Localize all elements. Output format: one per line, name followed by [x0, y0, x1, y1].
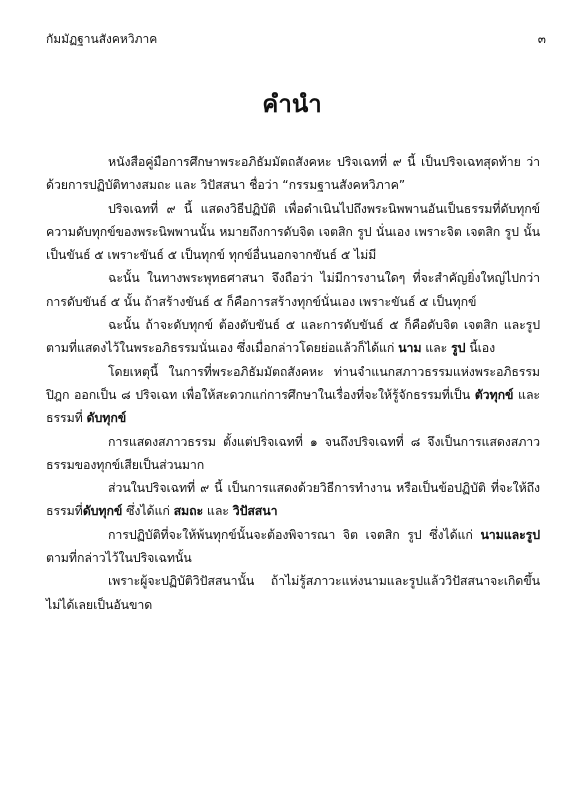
bold-term: นาม — [398, 340, 422, 356]
bold-term: วิปัสสนา — [232, 503, 278, 519]
text-run: หนังสือคู่มือการศึกษาพระอภิธัมมัตถสังคหะ ปริจเฉทที่ ๙ นี้ เป็นปริจเฉทสุดท้าย ว่าด้วยการปฏิบัติทางสมถะ และ วิปัสสนา ชื่อว่า “กรรมฐานสังคหวิภาค” — [46, 154, 540, 193]
page-title: คำนำ — [262, 90, 322, 118]
paragraph — [46, 313, 540, 360]
text-run: โดยเหตุนี้ ในการที่พระอภิธัมมัตถสังคหะ ท่านจำแนกสภาวธรรมแห่งพระอภิธรรมปิฎก ออกเป็น ๘ ปริจเฉท เพื่อให้สะดวกแก่การศึกษาในเรื่องที่จะให้รู้จักธรรมที่เป็น — [46, 363, 540, 402]
text-run: ซึ่งได้แก่ — [122, 503, 174, 519]
bold-term: ดับทุกข์ — [82, 503, 123, 519]
text-run: ส่วนในปริจเฉทที่ ๙ นี้ เป็นการแสดงด้วยวิธีการทำงาน หรือเป็นข้อปฏิบัติ ที่จะให้ถึงธรรมที่ — [46, 480, 540, 519]
paragraph — [46, 430, 540, 477]
paragraph — [46, 266, 540, 313]
page-number: ๓ — [537, 32, 546, 46]
paragraph — [46, 569, 540, 616]
bold-term: ตัวทุกข์ — [474, 386, 514, 402]
body-text — [46, 150, 540, 616]
text-run: และ — [421, 340, 452, 356]
text-run: การปฏิบัติที่จะให้พ้นทุกข์นั้นจะต้องพิจารณา จิต เจตสิก รูป ซึ่งได้แก่ — [108, 526, 481, 542]
paragraph — [46, 197, 540, 267]
text-run: นี้เอง — [465, 340, 496, 356]
text-run: และธรรมที่ — [46, 386, 540, 426]
paragraph — [46, 360, 540, 430]
text-run: ฉะนั้น ถ้าจะดับทุกข์ ต้องดับขันธ์ ๕ และการดับขันธ์ ๕ ก็คือดับจิต เจตสิก และรูป ตามที่แสดงไว้ในพระอภิธรรมนั่นเอง ซึ่งเมื่อกล่าวโดยย่อแล้วก็ได้แก่ — [46, 317, 540, 356]
text-run: ปริจเฉทที่ ๙ นี้ แสดงวิธีปฏิบัติ เพื่อดำเนินไปถึงพระนิพพานอันเป็นธรรมที่ดับทุกข์ ความดับทุกข์ของพระนิพพานนั้น หมายถึงการดับจิต เจตสิก รูป นั่นเอง เพราะจิต เจตสิก รูป นั้น เป็นขันธ์ ๕ เพราะขันธ์ ๕ เป็นทุกข์ ทุกข์อื่นนอกจากขันธ์ ๕ ไม่มี — [46, 200, 540, 263]
bold-term: นามและรูป — [480, 526, 540, 542]
text-run: ตามที่กล่าวไว้ในปริจเฉทนั้น — [46, 550, 192, 566]
bold-term: รูป — [451, 340, 466, 356]
text-run: และ — [203, 503, 233, 519]
text-run: การแสดงสภาวธรรม ตั้งแต่ปริจเฉทที่ ๑ จนถึงปริจเฉทที่ ๘ จึงเป็นการแสดงสภาวธรรมของทุกข์เสียเป็นส่วนมาก — [46, 433, 540, 472]
bold-term: ดับทุกข์ — [86, 410, 127, 426]
paragraph — [46, 150, 540, 197]
page-header — [46, 30, 546, 49]
paragraph — [46, 476, 540, 523]
text-run: เพราะผู้จะปฏิบัติวิปัสสนานั้น ถ้าไม่รู้สภาวะแห่งนามและรูปแล้ววิปัสสนาจะเกิดขึ้นไม่ได้เลยเป็นอันขาด — [46, 573, 540, 612]
paragraph — [46, 523, 540, 570]
text-run: ฉะนั้น ในทางพระพุทธศาสนา จึงถือว่า ไม่มีการงานใดๆ ที่จะสำคัญยิ่งใหญ่ไปกว่าการดับขันธ์ ๕ นั้น ถ้าสร้างขันธ์ ๕ ก็คือการสร้างทุกข์นั่นเอง เพราะขันธ์ ๕ เป็นทุกข์ — [46, 270, 540, 309]
running-title: กัมมัฏฐานสังคหวิภาค — [46, 32, 158, 46]
bold-term: สมถะ — [173, 503, 204, 519]
